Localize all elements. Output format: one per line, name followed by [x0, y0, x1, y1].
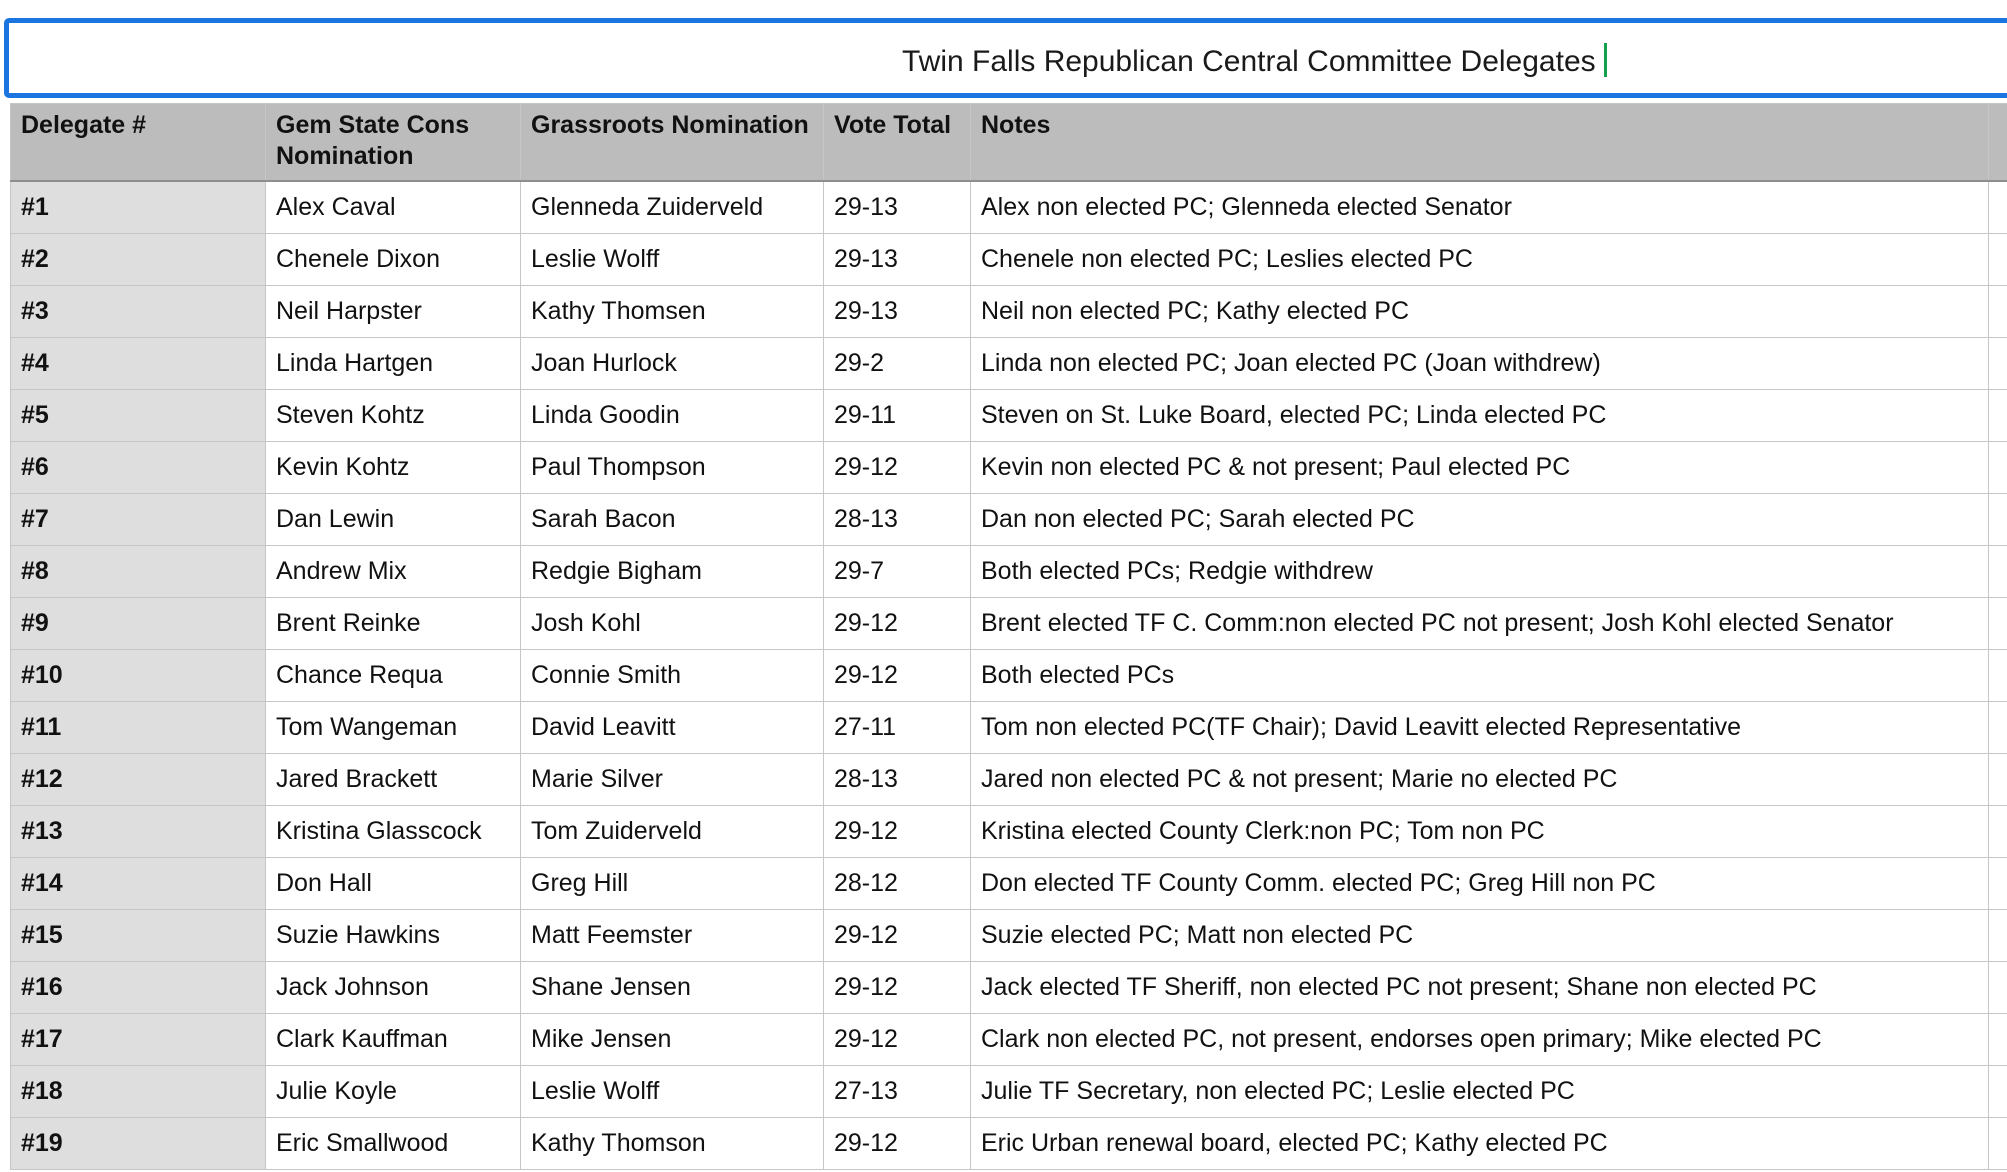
cell-grassroots-nominee[interactable]: Josh Kohl	[521, 598, 824, 650]
header-notes[interactable]: Notes	[971, 104, 1989, 182]
cell-extra[interactable]	[1989, 806, 2007, 858]
cell-gem-state-nominee[interactable]: Eric Smallwood	[266, 1118, 521, 1170]
cell-extra[interactable]	[1989, 754, 2007, 806]
cell-delegate-number[interactable]: #10	[11, 650, 266, 702]
cell-grassroots-nominee[interactable]: Linda Goodin	[521, 390, 824, 442]
cell-gem-state-nominee[interactable]: Tom Wangeman	[266, 702, 521, 754]
table-row	[11, 910, 2007, 962]
cell-extra[interactable]	[1989, 702, 2007, 754]
cell-extra[interactable]	[1989, 650, 2007, 702]
cell-delegate-number[interactable]: #5	[11, 390, 266, 442]
cell-extra[interactable]	[1989, 598, 2007, 650]
cell-delegate-number[interactable]: #18	[11, 1066, 266, 1118]
text-cursor	[1604, 43, 1607, 77]
cell-grassroots-nominee[interactable]: Greg Hill	[521, 858, 824, 910]
cell-delegate-number[interactable]: #17	[11, 1014, 266, 1066]
cell-notes[interactable]: Neil non elected PC; Kathy elected PC	[971, 286, 1989, 338]
table-row	[11, 1118, 2007, 1170]
cell-delegate-number[interactable]: #6	[11, 442, 266, 494]
cell-notes[interactable]: Tom non elected PC(TF Chair); David Leavitt elected Representative	[971, 702, 1989, 754]
cell-notes[interactable]: Kristina elected County Clerk:non PC; Tom non PC	[971, 806, 1989, 858]
cell-delegate-number[interactable]: #2	[11, 234, 266, 286]
cell-vote-total[interactable]: 29-12	[824, 962, 971, 1014]
cell-extra[interactable]	[1989, 442, 2007, 494]
cell-notes[interactable]: Eric Urban renewal board, elected PC; Kathy elected PC	[971, 1118, 1989, 1170]
cell-gem-state-nominee[interactable]: Brent Reinke	[266, 598, 521, 650]
cell-gem-state-nominee[interactable]: Steven Kohtz	[266, 390, 521, 442]
cell-grassroots-nominee[interactable]: Glenneda Zuiderveld	[521, 181, 824, 234]
cell-extra[interactable]	[1989, 1014, 2007, 1066]
cell-delegate-number[interactable]: #4	[11, 338, 266, 390]
cell-vote-total[interactable]: 29-12	[824, 910, 971, 962]
cell-delegate-number[interactable]: #11	[11, 702, 266, 754]
cell-grassroots-nominee[interactable]: Paul Thompson	[521, 442, 824, 494]
cell-gem-state-nominee[interactable]: Chenele Dixon	[266, 234, 521, 286]
cell-extra[interactable]	[1989, 858, 2007, 910]
cell-notes[interactable]: Don elected TF County Comm. elected PC; Greg Hill non PC	[971, 858, 1989, 910]
table-row	[11, 1066, 2007, 1118]
table-row	[11, 494, 2007, 546]
cell-delegate-number[interactable]: #1	[11, 181, 266, 234]
cell-extra[interactable]	[1989, 286, 2007, 338]
table-row	[11, 546, 2007, 598]
cell-grassroots-nominee[interactable]: Sarah Bacon	[521, 494, 824, 546]
table-row	[11, 962, 2007, 1014]
cell-extra[interactable]	[1989, 962, 2007, 1014]
cell-delegate-number[interactable]: #13	[11, 806, 266, 858]
header-extra[interactable]	[1989, 104, 2007, 182]
table-row	[11, 390, 2007, 442]
cell-vote-total[interactable]: 29-7	[824, 546, 971, 598]
cell-vote-total[interactable]: 29-13	[824, 181, 971, 234]
cell-vote-total[interactable]: 29-12	[824, 442, 971, 494]
cell-delegate-number[interactable]: #9	[11, 598, 266, 650]
cell-grassroots-nominee[interactable]: Leslie Wolff	[521, 234, 824, 286]
cell-grassroots-nominee[interactable]: Matt Feemster	[521, 910, 824, 962]
cell-extra[interactable]	[1989, 1118, 2007, 1170]
cell-notes[interactable]: Steven on St. Luke Board, elected PC; Linda elected PC	[971, 390, 1989, 442]
cell-notes[interactable]: Kevin non elected PC & not present; Paul elected PC	[971, 442, 1989, 494]
cell-delegate-number[interactable]: #19	[11, 1118, 266, 1170]
table-body	[11, 181, 2007, 1170]
cell-delegate-number[interactable]: #12	[11, 754, 266, 806]
table-row	[11, 806, 2007, 858]
table-row	[11, 286, 2007, 338]
cell-vote-total[interactable]: 29-12	[824, 806, 971, 858]
delegates-table	[10, 103, 2007, 1170]
cell-grassroots-nominee[interactable]: Joan Hurlock	[521, 338, 824, 390]
cell-notes[interactable]: Both elected PCs	[971, 650, 1989, 702]
table-row	[11, 442, 2007, 494]
cell-delegate-number[interactable]: #8	[11, 546, 266, 598]
cell-notes[interactable]: Jared non elected PC & not present; Marie no elected PC	[971, 754, 1989, 806]
cell-gem-state-nominee[interactable]: Chance Requa	[266, 650, 521, 702]
cell-delegate-number[interactable]: #15	[11, 910, 266, 962]
cell-gem-state-nominee[interactable]: Andrew Mix	[266, 546, 521, 598]
cell-notes[interactable]: Both elected PCs; Redgie withdrew	[971, 546, 1989, 598]
cell-gem-state-nominee[interactable]: Dan Lewin	[266, 494, 521, 546]
cell-gem-state-nominee[interactable]: Jared Brackett	[266, 754, 521, 806]
cell-extra[interactable]	[1989, 494, 2007, 546]
sheet-title: Twin Falls Republican Central Committee Delegates	[902, 45, 1596, 78]
cell-grassroots-nominee[interactable]: Marie Silver	[521, 754, 824, 806]
cell-notes[interactable]: Dan non elected PC; Sarah elected PC	[971, 494, 1989, 546]
header-vote-total[interactable]: Vote Total	[824, 104, 971, 182]
cell-gem-state-nominee[interactable]: Jack Johnson	[266, 962, 521, 1014]
cell-gem-state-nominee[interactable]: Neil Harpster	[266, 286, 521, 338]
table-row	[11, 598, 2007, 650]
cell-vote-total[interactable]: 29-13	[824, 234, 971, 286]
header-grassroots-nomination[interactable]: Grassroots Nomination	[521, 104, 824, 182]
cell-notes[interactable]: Brent elected TF C. Comm:non elected PC not present; Josh Kohl elected Senator	[971, 598, 1989, 650]
cell-grassroots-nominee[interactable]: Connie Smith	[521, 650, 824, 702]
table-row	[11, 650, 2007, 702]
cell-gem-state-nominee[interactable]: Kevin Kohtz	[266, 442, 521, 494]
cell-extra[interactable]	[1989, 338, 2007, 390]
cell-notes[interactable]: Alex non elected PC; Glenneda elected Senator	[971, 181, 1989, 234]
cell-gem-state-nominee[interactable]: Julie Koyle	[266, 1066, 521, 1118]
cell-notes[interactable]: Chenele non elected PC; Leslies elected PC	[971, 234, 1989, 286]
cell-vote-total[interactable]: 29-13	[824, 286, 971, 338]
cell-vote-total[interactable]: 29-12	[824, 598, 971, 650]
cell-extra[interactable]	[1989, 181, 2007, 234]
cell-vote-total[interactable]: 29-11	[824, 390, 971, 442]
cell-vote-total[interactable]: 27-13	[824, 1066, 971, 1118]
table-row	[11, 858, 2007, 910]
cell-grassroots-nominee[interactable]: Shane Jensen	[521, 962, 824, 1014]
cell-grassroots-nominee[interactable]: Tom Zuiderveld	[521, 806, 824, 858]
table-row	[11, 181, 2007, 234]
cell-vote-total[interactable]: 29-12	[824, 1118, 971, 1170]
cell-grassroots-nominee[interactable]: David Leavitt	[521, 702, 824, 754]
cell-extra[interactable]	[1989, 910, 2007, 962]
cell-delegate-number[interactable]: #7	[11, 494, 266, 546]
cell-delegate-number[interactable]: #14	[11, 858, 266, 910]
table-row	[11, 754, 2007, 806]
cell-grassroots-nominee[interactable]: Leslie Wolff	[521, 1066, 824, 1118]
cell-gem-state-nominee[interactable]: Suzie Hawkins	[266, 910, 521, 962]
cell-notes[interactable]: Julie TF Secretary, non elected PC; Leslie elected PC	[971, 1066, 1989, 1118]
cell-notes[interactable]: Clark non elected PC, not present, endorses open primary; Mike elected PC	[971, 1014, 1989, 1066]
cell-grassroots-nominee[interactable]: Kathy Thomson	[521, 1118, 824, 1170]
cell-gem-state-nominee[interactable]: Clark Kauffman	[266, 1014, 521, 1066]
cell-gem-state-nominee[interactable]: Kristina Glasscock	[266, 806, 521, 858]
table-row	[11, 1014, 2007, 1066]
header-gem-state-nomination[interactable]: Gem State Cons Nomination	[266, 104, 521, 182]
cell-extra[interactable]	[1989, 546, 2007, 598]
cell-notes[interactable]: Suzie elected PC; Matt non elected PC	[971, 910, 1989, 962]
cell-delegate-number[interactable]: #3	[11, 286, 266, 338]
header-row	[11, 104, 2007, 182]
cell-gem-state-nominee[interactable]: Linda Hartgen	[266, 338, 521, 390]
spreadsheet	[10, 103, 2007, 1170]
cell-notes[interactable]: Linda non elected PC; Joan elected PC (Joan withdrew)	[971, 338, 1989, 390]
header-delegate-number[interactable]: Delegate #	[11, 104, 266, 182]
cell-grassroots-nominee[interactable]: Mike Jensen	[521, 1014, 824, 1066]
cell-vote-total[interactable]: 28-13	[824, 494, 971, 546]
cell-gem-state-nominee[interactable]: Don Hall	[266, 858, 521, 910]
cell-vote-total[interactable]: 29-12	[824, 650, 971, 702]
cell-notes[interactable]: Jack elected TF Sheriff, non elected PC not present; Shane non elected PC	[971, 962, 1989, 1014]
cell-vote-total[interactable]: 28-12	[824, 858, 971, 910]
cell-vote-total[interactable]: 29-12	[824, 1014, 971, 1066]
table-row	[11, 338, 2007, 390]
cell-vote-total[interactable]: 27-11	[824, 702, 971, 754]
table-row	[11, 234, 2007, 286]
cell-extra[interactable]	[1989, 1066, 2007, 1118]
cell-gem-state-nominee[interactable]: Alex Caval	[266, 181, 521, 234]
cell-grassroots-nominee[interactable]: Kathy Thomsen	[521, 286, 824, 338]
cell-vote-total[interactable]: 29-2	[824, 338, 971, 390]
title-cell[interactable]	[4, 18, 2007, 98]
title-text-wrap	[902, 43, 1607, 79]
cell-vote-total[interactable]: 28-13	[824, 754, 971, 806]
cell-grassroots-nominee[interactable]: Redgie Bigham	[521, 546, 824, 598]
cell-extra[interactable]	[1989, 234, 2007, 286]
cell-extra[interactable]	[1989, 390, 2007, 442]
cell-delegate-number[interactable]: #16	[11, 962, 266, 1014]
table-row	[11, 702, 2007, 754]
